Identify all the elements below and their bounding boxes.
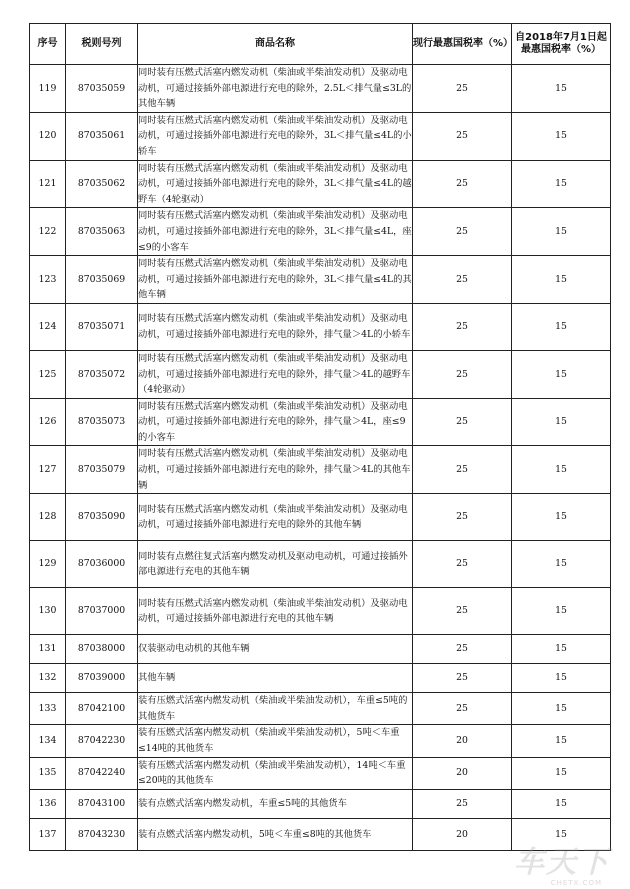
row-current-rate: 25 [413,112,512,160]
table-row [30,588,611,635]
row-new-rate: 15 [512,757,611,789]
row-current-rate: 20 [413,818,512,850]
row-new-rate: 15 [512,446,611,494]
row-current-rate: 25 [413,256,512,304]
row-code: 87042240 [66,757,138,789]
row-name: 同时装有点燃往复式活塞内燃发动机及驱动电动机，可通过接插外部电源进行充电的其他车辆 [138,541,413,588]
row-code: 87035069 [66,256,138,304]
row-seq: 134 [30,725,66,757]
row-new-rate: 15 [512,541,611,588]
row-name: 同时装有压燃式活塞内燃发动机（柴油或半柴油发动机）及驱动电动机，可通过接插外部电源进行充电的除外，3L＜排气量≤4L的小轿车 [138,112,413,160]
table-row [30,635,611,664]
row-current-rate: 25 [413,446,512,494]
row-new-rate: 15 [512,693,611,725]
row-code: 87035061 [66,112,138,160]
row-name: 同时装有压燃式活塞内燃发动机（柴油或半柴油发动机）及驱动电动机，可通过接插外部电源进行充电的除外的其他车辆 [138,494,413,541]
row-name: 同时装有压燃式活塞内燃发动机（柴油或半柴油发动机）及驱动电动机，可通过接插外部电源进行充电的除外，2.5L＜排气量≤3L的其他车辆 [138,65,413,113]
row-name: 同时装有压燃式活塞内燃发动机（柴油或半柴油发动机）及驱动电动机，可通过接插外部电源进行充电的其他车辆 [138,588,413,635]
table-row [30,725,611,757]
row-name: 同时装有压燃式活塞内燃发动机（柴油或半柴油发动机）及驱动电动机，可通过接插外部电源进行充电的除外，排气量＞4L的小轿车 [138,303,413,350]
row-current-rate: 25 [413,635,512,664]
table-row [30,398,611,446]
row-current-rate: 25 [413,160,512,208]
table-row [30,350,611,398]
row-seq: 120 [30,112,66,160]
row-name: 同时装有压燃式活塞内燃发动机（柴油或半柴油发动机）及驱动电动机，可通过接插外部电源进行充电的除外，排气量＞4L，座≤9的小客车 [138,398,413,446]
row-new-rate: 15 [512,494,611,541]
row-seq: 128 [30,494,66,541]
row-new-rate: 15 [512,160,611,208]
header-seq: 序号 [30,24,66,65]
row-code: 87042230 [66,725,138,757]
row-name: 同时装有压燃式活塞内燃发动机（柴油或半柴油发动机）及驱动电动机，可通过接插外部电源进行充电的除外，3L＜排气量≤4L的越野车（4轮驱动） [138,160,413,208]
row-name: 装有压燃式活塞内燃发动机（柴油或半柴油发动机），车重≤5吨的其他货车 [138,693,413,725]
row-code: 87035063 [66,208,138,256]
row-code: 87043230 [66,818,138,850]
row-seq: 123 [30,256,66,304]
table-row [30,112,611,160]
row-current-rate: 20 [413,725,512,757]
row-code: 87036000 [66,541,138,588]
row-seq: 124 [30,303,66,350]
row-new-rate: 15 [512,588,611,635]
row-new-rate: 15 [512,256,611,304]
row-current-rate: 25 [413,65,512,113]
row-name: 装有点燃式活塞内燃发动机，车重≤5吨的其他货车 [138,789,413,818]
row-code: 87035062 [66,160,138,208]
row-new-rate: 15 [512,208,611,256]
row-current-rate: 25 [413,588,512,635]
row-current-rate: 25 [413,208,512,256]
row-new-rate: 15 [512,303,611,350]
row-seq: 129 [30,541,66,588]
row-new-rate: 15 [512,789,611,818]
row-name: 同时装有压燃式活塞内燃发动机（柴油或半柴油发动机）及驱动电动机，可通过接插外部电源进行充电的除外，3L＜排气量≤4L，座≤9的小客车 [138,208,413,256]
table-row [30,664,611,693]
row-seq: 137 [30,818,66,850]
row-new-rate: 15 [512,635,611,664]
header-name: 商品名称 [138,24,413,65]
row-current-rate: 25 [413,789,512,818]
row-new-rate: 15 [512,725,611,757]
row-current-rate: 25 [413,494,512,541]
table-row [30,446,611,494]
table-row [30,256,611,304]
row-code: 87043100 [66,789,138,818]
row-new-rate: 15 [512,350,611,398]
watermark-logo: 车天下 [514,845,610,880]
row-code: 87042100 [66,693,138,725]
row-code: 87035073 [66,398,138,446]
row-name: 装有压燃式活塞内燃发动机（柴油或半柴油发动机），14吨＜车重≤20吨的其他货车 [138,757,413,789]
row-new-rate: 15 [512,112,611,160]
row-code: 87039000 [66,664,138,693]
header-row [30,24,611,65]
row-new-rate: 15 [512,664,611,693]
row-seq: 126 [30,398,66,446]
row-new-rate: 15 [512,398,611,446]
row-code: 87035059 [66,65,138,113]
row-code: 87037000 [66,588,138,635]
row-name: 同时装有压燃式活塞内燃发动机（柴油或半柴油发动机）及驱动电动机，可通过接插外部电源进行充电的除外，排气量＞4L的其他车辆 [138,446,413,494]
table-row [30,160,611,208]
row-name: 仅装驱动电动机的其他车辆 [138,635,413,664]
table-row [30,693,611,725]
row-code: 87035090 [66,494,138,541]
row-seq: 130 [30,588,66,635]
row-seq: 131 [30,635,66,664]
row-code: 87038000 [66,635,138,664]
table-row [30,818,611,850]
header-new-rate: 自2018年7月1日起最惠国税率（%） [512,24,611,65]
row-seq: 122 [30,208,66,256]
row-name: 同时装有压燃式活塞内燃发动机（柴油或半柴油发动机）及驱动电动机，可通过接插外部电源进行充电的除外，排气量＞4L的越野车（4轮驱动） [138,350,413,398]
row-code: 87035079 [66,446,138,494]
row-current-rate: 25 [413,541,512,588]
row-current-rate: 25 [413,303,512,350]
row-code: 87035072 [66,350,138,398]
row-current-rate: 25 [413,398,512,446]
table-row [30,757,611,789]
row-name: 其他车辆 [138,664,413,693]
table-row [30,65,611,113]
row-new-rate: 15 [512,818,611,850]
row-name: 装有压燃式活塞内燃发动机（柴油或半柴油发动机），5吨＜车重≤14吨的其他货车 [138,725,413,757]
row-seq: 135 [30,757,66,789]
table-row [30,208,611,256]
row-name: 同时装有压燃式活塞内燃发动机（柴油或半柴油发动机）及驱动电动机，可通过接插外部电源进行充电的除外，3L＜排气量≤4L的其他车辆 [138,256,413,304]
tariff-table [29,23,611,851]
row-seq: 127 [30,446,66,494]
row-seq: 119 [30,65,66,113]
row-current-rate: 25 [413,664,512,693]
row-current-rate: 25 [413,350,512,398]
watermark-url: CHETX.COM [550,879,602,887]
row-seq: 132 [30,664,66,693]
table-row [30,541,611,588]
row-new-rate: 15 [512,65,611,113]
row-seq: 136 [30,789,66,818]
row-seq: 125 [30,350,66,398]
header-code: 税则号列 [66,24,138,65]
header-current-rate: 现行最惠国税率（%） [413,24,512,65]
table-row [30,303,611,350]
row-current-rate: 20 [413,757,512,789]
row-code: 87035071 [66,303,138,350]
table-row [30,494,611,541]
row-current-rate: 25 [413,693,512,725]
table-row [30,789,611,818]
row-seq: 121 [30,160,66,208]
row-seq: 133 [30,693,66,725]
row-name: 装有点燃式活塞内燃发动机，5吨＜车重≤8吨的其他货车 [138,818,413,850]
